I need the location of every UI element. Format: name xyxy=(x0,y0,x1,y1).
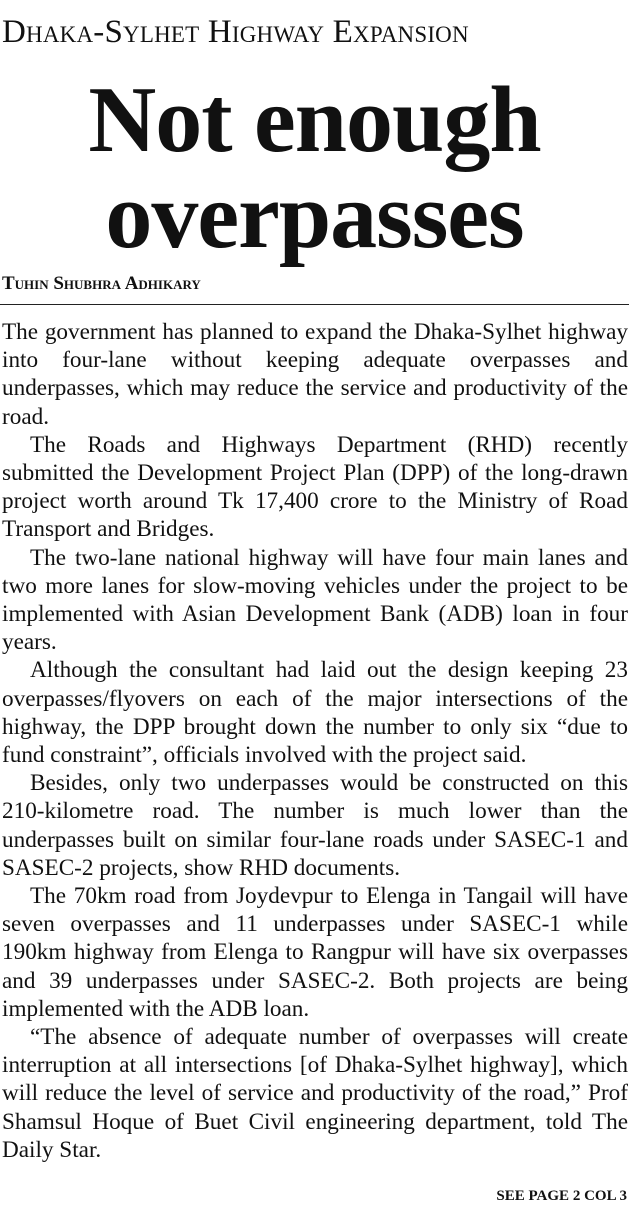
article-paragraph: Besides, only two underpasses would be constructed on this 210-kilometre road. The number is much lower than the underpasses built on similar four-lane roads under SASEC-1 and SASEC-2 projects, show RHD documents. xyxy=(2,770,628,881)
article-body xyxy=(2,318,628,1164)
article-paragraph: The government has planned to expand the Dhaka-Sylhet highway into four-lane without keeping adequate overpasses and underpasses, which may reduce the service and productivity of the road. xyxy=(2,319,628,430)
headline-line-2: overpasses xyxy=(105,164,524,268)
byline-divider xyxy=(0,304,629,305)
article-paragraph: “The absence of adequate number of overpasses will create interruption at all intersections [of Dhaka-Sylhet highway], which will reduce the level of service and productivity of the road,” Prof Shamsul Hoque of Buet Civil engineering department, told The Daily Star. xyxy=(2,1024,628,1163)
article-paragraph: Although the consultant had laid out the design keeping 23 overpasses/flyovers on each of the major intersections of the highway, the DPP brought down the number to only six “due to fund constraint”, officials involved with the project said. xyxy=(2,657,628,769)
article-paragraph: The Roads and Highways Department (RHD) recently submitted the Development Project Plan (DPP) of the long-drawn project worth around Tk 17,400 crore to the Ministry of Road Transport and Bridges. xyxy=(2,431,628,543)
article-paragraph: The two-lane national highway will have four main lanes and two more lanes for slow-moving vehicles under the project to be implemented with Asian Development Bank (ADB) loan in four years. xyxy=(2,544,628,656)
kicker-title: Dhaka-Sylhet Highway Expansion xyxy=(2,14,469,50)
headline-line-1: Not enough xyxy=(88,68,541,172)
continued-on-page-link[interactable]: SEE PAGE 2 COL 3 xyxy=(496,1188,627,1204)
byline: Tuhin Shubhra Adhikary xyxy=(2,273,201,294)
article-paragraph: The 70km road from Joydevpur to Elenga in Tangail will have seven overpasses and 11 underpasses under SASEC-1 while 190km highway from Elenga to Rangpur will have six overpasses and 39 underpasses under SASEC-2. Both projects are being implemented with the ADB loan. xyxy=(2,883,628,1022)
headline xyxy=(0,68,629,268)
